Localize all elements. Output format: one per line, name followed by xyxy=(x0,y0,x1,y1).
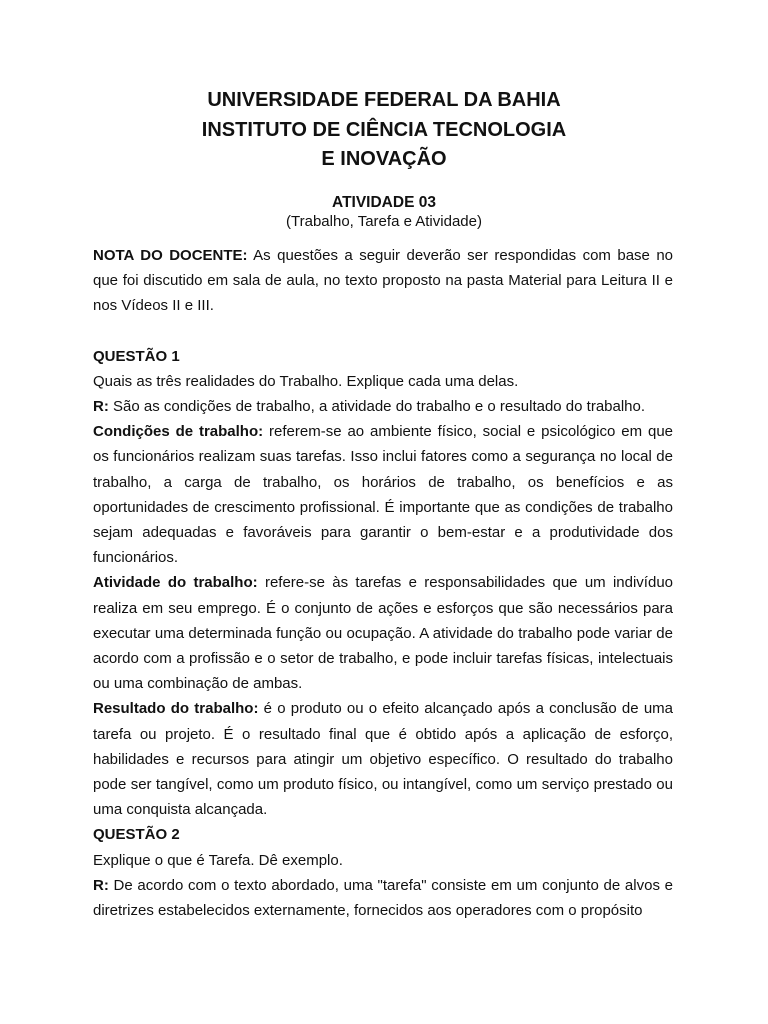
answer-label: R: xyxy=(93,876,109,894)
work-conditions-text: referem-se ao ambiente físico, social e psicológico em que os funcionários realizam suas tarefas. Isso inclui fatores como a segurança no local de trabalho, a carga de trabalho, os horários de trabalho, os benefícios e as oportunidades de crescimento profissional. É importante que as condições de trabalho sejam adequadas e favoráveis para garantir o bem-estar e a produtividade dos funcionários. xyxy=(93,423,674,567)
question-2-heading-text: QUESTÃO 2 xyxy=(93,826,180,844)
work-result-label: Resultado do trabalho: xyxy=(93,700,259,718)
question-1-heading xyxy=(93,344,673,369)
work-conditions-paragraph xyxy=(93,419,673,570)
question-1-prompt: Quais as três realidades do Trabalho. Explique cada uma delas. xyxy=(93,372,519,390)
activity-subtitle: (Trabalho, Tarefa e Atividade) xyxy=(286,213,482,230)
university-name: UNIVERSIDADE FEDERAL DA BAHIA xyxy=(207,89,561,111)
work-activity-paragraph xyxy=(93,570,673,696)
document-header xyxy=(0,86,768,175)
work-result-text: é o produto ou o efeito alcançado após a conclusão de uma tarefa ou projeto. É o resultado final que é obtido após a aplicação de esforço, habilidades e recursos para atingir um objetivo específico. O resultado do trabalho pode ser tangível, como um produto físico, ou intangível, como um serviço prestado ou uma conquista alcançada. xyxy=(93,700,674,819)
work-activity-label: Atividade do trabalho: xyxy=(93,574,258,592)
teacher-note xyxy=(93,243,673,319)
answer-text: De acordo com o texto abordado, uma "tarefa" consiste em um conjunto de alvos e diretrizes estabelecidos externamente, fornecidos aos operadores com o propósito xyxy=(93,876,673,920)
activity-heading xyxy=(0,193,768,231)
question-2-heading xyxy=(93,822,673,847)
question-2-prompt: Explique o que é Tarefa. Dê exemplo. xyxy=(93,851,343,869)
activity-title: ATIVIDADE 03 xyxy=(332,194,436,211)
work-activity-text: refere-se às tarefas e responsabilidades que um indivíduo realiza em seu emprego. É o conjunto de ações e esforços que são necessários para executar uma determinada função ou ocupação. A atividade do trabalho pode variar de acordo com a profissão e o setor de trabalho, e pode incluir tarefas físicas, intelectuais ou uma combinação de ambas. xyxy=(93,574,674,693)
question-2-answer xyxy=(93,873,673,923)
spacer xyxy=(93,319,673,344)
question-1-heading-text: QUESTÃO 1 xyxy=(93,347,180,365)
answer-text: São as condições de trabalho, a atividade do trabalho e o resultado do trabalho. xyxy=(108,398,646,416)
teacher-note-text: As questões a seguir deverão ser respondidas com base no que foi discutido em sala de aula, no texto proposto na pasta Material para Leitura II e nos Vídeos II e III. xyxy=(93,247,673,315)
teacher-note-label: NOTA DO DOCENTE: xyxy=(93,247,248,264)
document-body xyxy=(93,243,673,923)
question-1-answer xyxy=(93,394,673,419)
work-result-paragraph xyxy=(93,696,673,822)
institute-name: INSTITUTO DE CIÊNCIA TECNOLOGIA xyxy=(201,118,567,141)
work-conditions-label: Condições de trabalho: xyxy=(93,423,264,441)
answer-label: R: xyxy=(93,398,109,416)
institute-name-continued: E INOVAÇÃO xyxy=(321,148,447,170)
